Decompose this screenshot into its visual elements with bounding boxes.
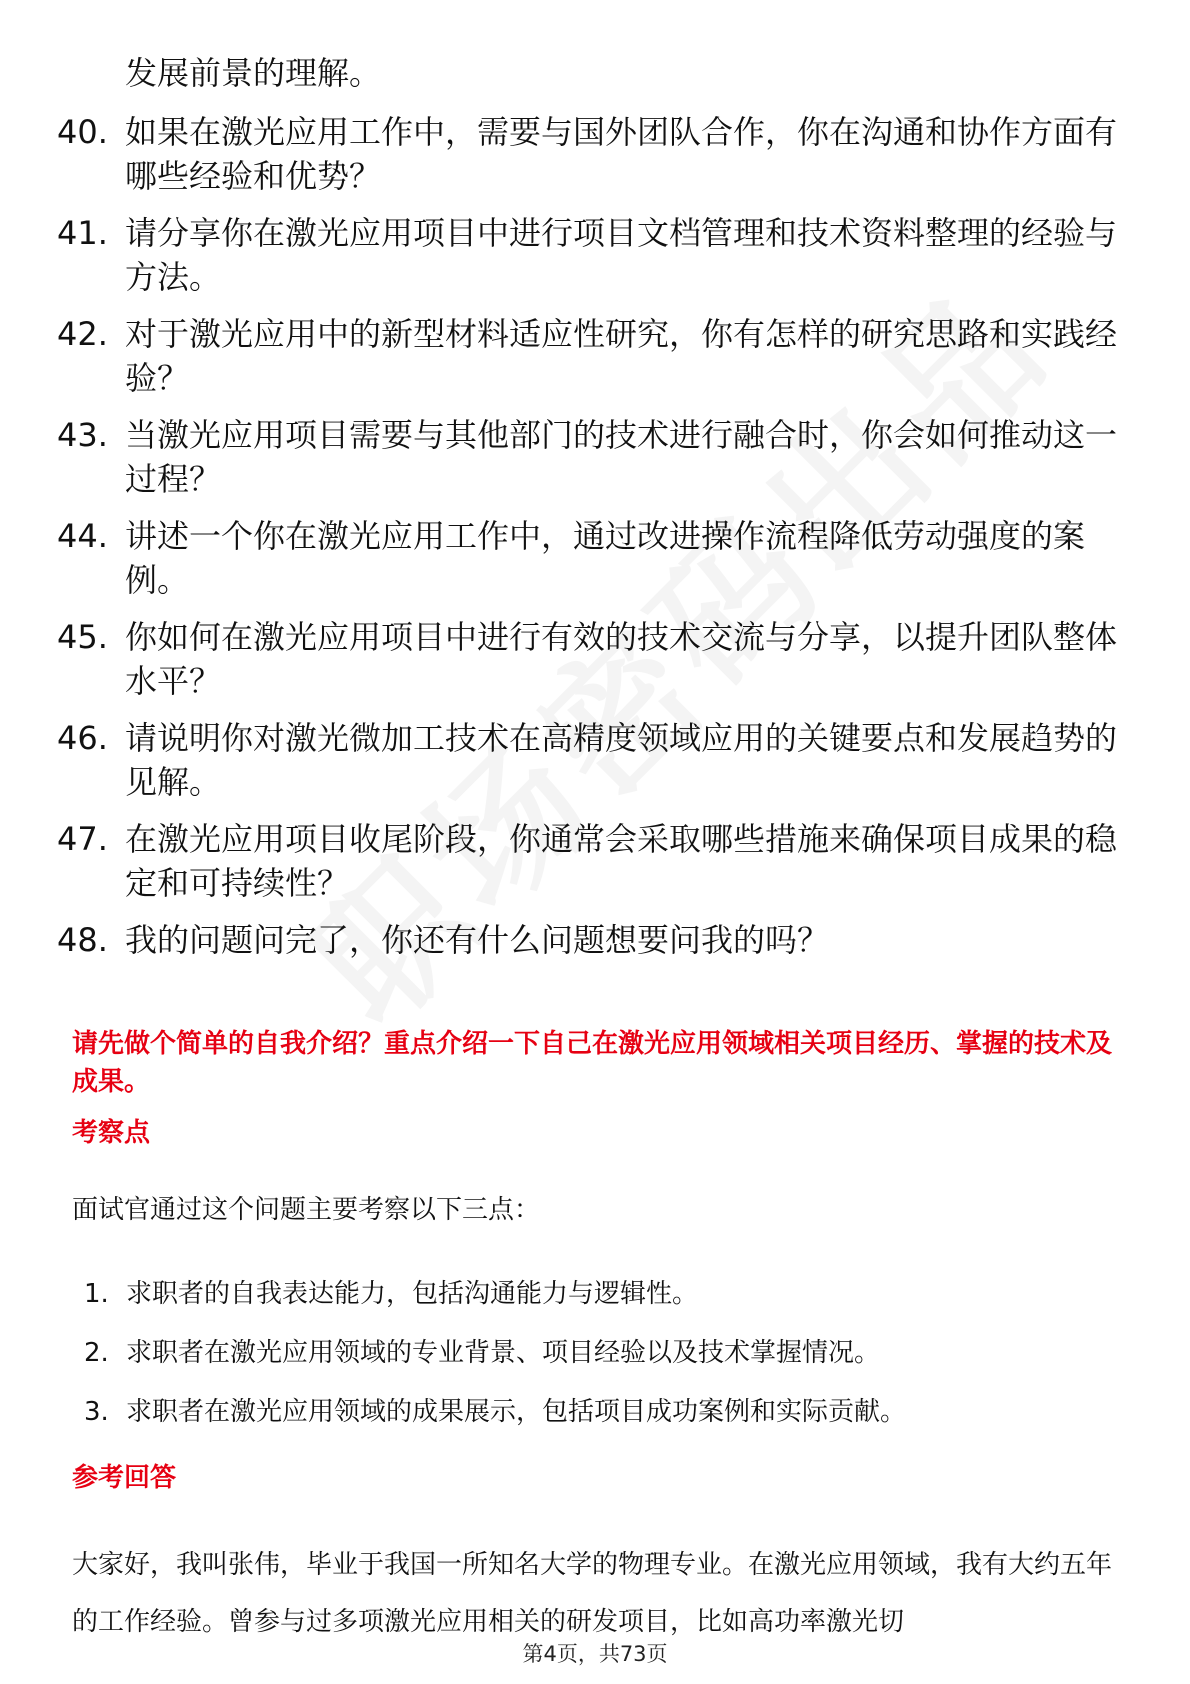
question-number: 47. bbox=[57, 820, 108, 858]
question-item bbox=[57, 211, 1137, 299]
page-footer: 第4页，共73页 bbox=[522, 1642, 668, 1666]
question-number: 45. bbox=[57, 618, 108, 656]
question-item bbox=[57, 716, 1137, 804]
question-text: 当激光应用项目需要与其他部门的技术进行融合时，你会如何推动这一过程？ bbox=[125, 416, 1118, 498]
question-text: 你如何在激光应用项目中进行有效的技术交流与分享，以提升团队整体水平？ bbox=[125, 618, 1118, 700]
question-number: 41. bbox=[57, 214, 108, 252]
question-item bbox=[57, 110, 1137, 198]
question-text: 请说明你对激光微加工技术在高精度领域应用的关键要点和发展趋势的见解。 bbox=[125, 719, 1118, 801]
highlighted-question: 请先做个简单的自我介绍？重点介绍一下自己在激光应用领域相关项目经历、掌握的技术及成果。 bbox=[72, 1029, 1113, 1097]
focus-point-item bbox=[84, 1335, 906, 1371]
question-list bbox=[57, 110, 1137, 975]
question-item bbox=[57, 817, 1137, 905]
question-number: 48. bbox=[57, 921, 108, 959]
continued-question-text: 发展前景的理解。 bbox=[125, 54, 382, 92]
answer-paragraph: 大家好，我叫张伟，毕业于我国一所知名大学的物理专业。在激光应用领域，我有大约五年的工作经验。曾参与过多项激光应用相关的研发项目，比如高功率激光切 bbox=[72, 1550, 1113, 1637]
question-text: 在激光应用项目收尾阶段，你通常会采取哪些措施来确保项目成果的稳定和可持续性？ bbox=[125, 820, 1118, 902]
question-number: 44. bbox=[57, 517, 108, 555]
focus-point-number: 3. bbox=[84, 1397, 109, 1427]
section-title-answer: 参考回答 bbox=[72, 1463, 177, 1493]
question-number: 40. bbox=[57, 113, 108, 151]
focus-point-text: 求职者在激光应用领域的专业背景、项目经验以及技术掌握情况。 bbox=[126, 1338, 881, 1368]
question-text: 请分享你在激光应用项目中进行项目文档管理和技术资料整理的经验与方法。 bbox=[125, 214, 1118, 296]
question-text: 讲述一个你在激光应用工作中，通过改进操作流程降低劳动强度的案例。 bbox=[125, 517, 1086, 599]
question-text: 如果在激光应用工作中，需要与国外团队合作，你在沟通和协作方面有哪些经验和优势？ bbox=[125, 113, 1118, 195]
focus-point-number: 2. bbox=[84, 1338, 109, 1368]
focus-point-item bbox=[84, 1276, 906, 1312]
focus-intro-text: 面试官通过这个问题主要考察以下三点： bbox=[72, 1195, 541, 1225]
question-item bbox=[57, 514, 1137, 602]
question-number: 43. bbox=[57, 416, 108, 454]
question-number: 42. bbox=[57, 315, 108, 353]
question-number: 46. bbox=[57, 719, 108, 757]
question-item bbox=[57, 918, 1137, 962]
focus-point-text: 求职者在激光应用领域的成果展示，包括项目成功案例和实际贡献。 bbox=[126, 1397, 907, 1427]
question-item bbox=[57, 312, 1137, 400]
question-text: 我的问题问完了，你还有什么问题想要问我的吗？ bbox=[125, 921, 830, 959]
question-text: 对于激光应用中的新型材料适应性研究，你有怎样的研究思路和实践经验？ bbox=[125, 315, 1118, 397]
section-title-focus: 考察点 bbox=[72, 1118, 151, 1148]
focus-point-number: 1. bbox=[84, 1279, 109, 1309]
question-item bbox=[57, 615, 1137, 703]
focus-points-list bbox=[84, 1276, 906, 1453]
focus-point-item bbox=[84, 1394, 906, 1430]
focus-point-text: 求职者的自我表达能力，包括沟通能力与逻辑性。 bbox=[126, 1279, 699, 1309]
question-item bbox=[57, 413, 1137, 501]
